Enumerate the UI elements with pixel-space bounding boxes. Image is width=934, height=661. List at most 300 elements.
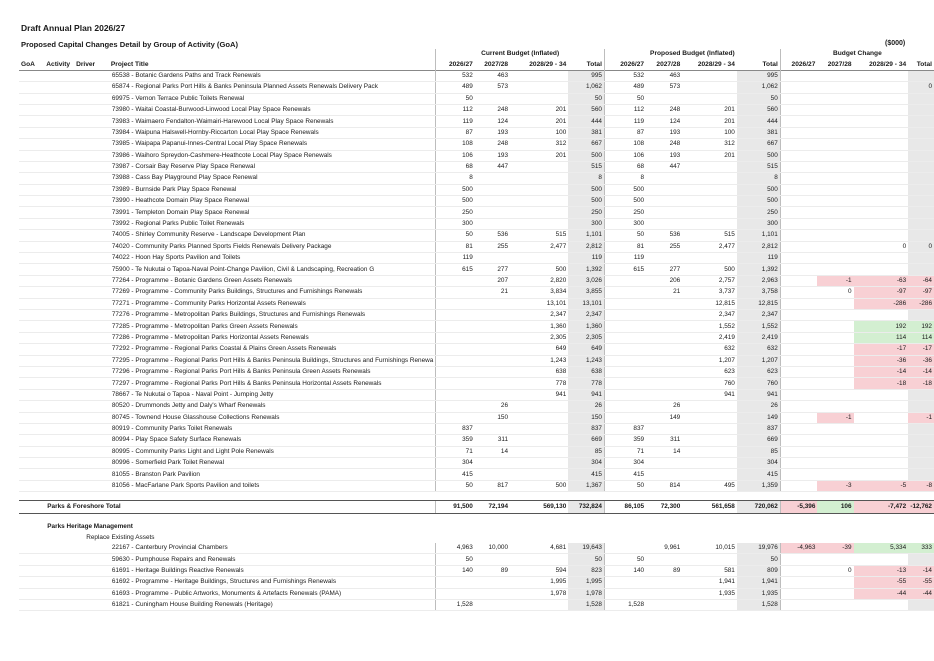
document-title: Draft Annual Plan 2026/27 bbox=[21, 23, 126, 33]
driver-cell bbox=[74, 207, 109, 218]
current-value-cell bbox=[475, 588, 510, 599]
proposed-value-cell: 1,392 bbox=[737, 264, 780, 275]
proposed-value-cell: 2,419 bbox=[682, 332, 737, 343]
table-row bbox=[19, 412, 934, 423]
change-value-cell bbox=[780, 435, 817, 446]
current-value-cell: 14 bbox=[475, 446, 510, 457]
current-value-cell: 304 bbox=[568, 458, 604, 469]
change-value-cell bbox=[908, 150, 934, 161]
table-row bbox=[19, 469, 934, 480]
goa-cell bbox=[19, 70, 44, 81]
heritage-rows bbox=[19, 543, 934, 611]
proposed-budget-header: Proposed Budget (Inflated) bbox=[604, 49, 780, 59]
current-value-cell bbox=[510, 469, 568, 480]
goa-cell bbox=[19, 127, 44, 138]
driver-cell bbox=[74, 70, 109, 81]
budget-change-header: Budget Change bbox=[780, 49, 934, 59]
table-row bbox=[19, 104, 934, 115]
project-title-cell: 78667 - Te Nukutai o Tapoa - Naval Point - Jumping Jetty bbox=[109, 389, 436, 400]
proposed-value-cell: 248 bbox=[646, 104, 682, 115]
proposed-value-cell: 814 bbox=[646, 480, 682, 491]
current-value-cell: 193 bbox=[475, 150, 510, 161]
proposed-value-cell: 500 bbox=[682, 264, 737, 275]
change-value-cell: -8 bbox=[908, 480, 934, 491]
project-title-cell: 69975 - Vernon Terrace Public Toilets Renewal bbox=[109, 93, 436, 104]
current-value-cell: 823 bbox=[568, 565, 604, 576]
change-value-cell bbox=[780, 275, 817, 286]
change-value-cell bbox=[780, 412, 817, 423]
current-value-cell bbox=[510, 218, 568, 229]
change-value-cell bbox=[854, 161, 909, 172]
change-value-cell bbox=[854, 150, 909, 161]
goa-cell bbox=[19, 389, 44, 400]
proposed-y2-header: 2027/28 bbox=[656, 60, 681, 68]
change-value-cell bbox=[817, 184, 853, 195]
current-value-cell: 250 bbox=[436, 207, 475, 218]
activity-cell bbox=[44, 412, 74, 423]
driver-cell bbox=[74, 150, 109, 161]
proposed-value-cell bbox=[682, 218, 737, 229]
activity-cell bbox=[44, 253, 74, 264]
table-row bbox=[19, 423, 934, 434]
change-value-cell bbox=[817, 104, 853, 115]
proposed-value-cell: 9,961 bbox=[646, 543, 682, 554]
proposed-value-cell: 632 bbox=[682, 344, 737, 355]
table-row bbox=[19, 309, 934, 320]
proposed-value-cell bbox=[604, 577, 646, 588]
activity-cell bbox=[44, 173, 74, 184]
proposed-value-cell: 837 bbox=[737, 423, 780, 434]
current-value-cell: 124 bbox=[475, 116, 510, 127]
driver-cell bbox=[74, 287, 109, 298]
change-value-cell: -1 bbox=[817, 412, 853, 423]
proposed-value-cell bbox=[646, 196, 682, 207]
current-value-cell bbox=[475, 355, 510, 366]
activity-cell bbox=[44, 82, 74, 93]
change-value-cell bbox=[854, 389, 909, 400]
change-value-cell bbox=[780, 480, 817, 491]
total-cell: 569,130 bbox=[510, 501, 568, 514]
proposed-value-cell: 1,207 bbox=[737, 355, 780, 366]
current-value-cell: 50 bbox=[436, 230, 475, 241]
change-value-cell bbox=[817, 378, 853, 389]
change-value-cell bbox=[817, 344, 853, 355]
table-row bbox=[19, 355, 934, 366]
change-value-cell bbox=[854, 116, 909, 127]
goa-cell bbox=[19, 588, 44, 599]
proposed-value-cell: 532 bbox=[604, 70, 646, 81]
activity-cell bbox=[44, 275, 74, 286]
change-value-cell bbox=[780, 458, 817, 469]
proposed-value-cell bbox=[682, 161, 737, 172]
proposed-value-cell: 941 bbox=[682, 389, 737, 400]
change-value-cell bbox=[780, 321, 817, 332]
goa-cell bbox=[19, 565, 44, 576]
current-value-cell bbox=[475, 469, 510, 480]
current-value-cell: 119 bbox=[436, 253, 475, 264]
change-value-cell bbox=[780, 93, 817, 104]
current-value-cell: 50 bbox=[568, 554, 604, 565]
current-value-cell: 500 bbox=[568, 196, 604, 207]
proposed-value-cell: 149 bbox=[737, 412, 780, 423]
driver-cell bbox=[74, 577, 109, 588]
goa-cell bbox=[19, 423, 44, 434]
current-value-cell: 140 bbox=[436, 565, 475, 576]
proposed-value-cell: 14 bbox=[646, 446, 682, 457]
current-value-cell: 248 bbox=[475, 139, 510, 150]
activity-cell bbox=[44, 588, 74, 599]
current-value-cell: 941 bbox=[568, 389, 604, 400]
activity-cell bbox=[44, 366, 74, 377]
change-value-cell bbox=[817, 127, 853, 138]
change-value-cell bbox=[908, 423, 934, 434]
change-value-cell: -4,963 bbox=[780, 543, 817, 554]
proposed-value-cell: 81 bbox=[604, 241, 646, 252]
change-value-cell: -14 bbox=[908, 565, 934, 576]
activity-cell bbox=[44, 207, 74, 218]
proposed-value-cell: 277 bbox=[646, 264, 682, 275]
change-value-cell bbox=[817, 321, 853, 332]
change-value-cell bbox=[817, 355, 853, 366]
change-value-cell bbox=[908, 93, 934, 104]
current-value-cell: 359 bbox=[436, 435, 475, 446]
proposed-value-cell: 415 bbox=[604, 469, 646, 480]
units-label: ($000) bbox=[885, 40, 906, 47]
goa-cell bbox=[19, 150, 44, 161]
proposed-value-cell: 2,347 bbox=[682, 309, 737, 320]
change-value-cell: -1 bbox=[817, 275, 853, 286]
change-value-cell bbox=[854, 196, 909, 207]
change-value-cell bbox=[780, 264, 817, 275]
activity-cell bbox=[44, 446, 74, 457]
activity-cell bbox=[44, 577, 74, 588]
proposed-value-cell bbox=[682, 173, 737, 184]
driver-cell bbox=[74, 173, 109, 184]
current-value-cell bbox=[510, 458, 568, 469]
current-value-cell bbox=[510, 161, 568, 172]
activity-cell bbox=[44, 196, 74, 207]
driver-cell bbox=[74, 543, 109, 554]
current-value-cell bbox=[510, 207, 568, 218]
proposed-value-cell: 149 bbox=[646, 412, 682, 423]
activity-cell bbox=[44, 309, 74, 320]
current-value-cell: 532 bbox=[436, 70, 475, 81]
change-value-cell: -14 bbox=[854, 366, 909, 377]
current-value-cell: 447 bbox=[475, 161, 510, 172]
proposed-value-cell bbox=[646, 253, 682, 264]
current-value-cell bbox=[510, 412, 568, 423]
table-row bbox=[19, 446, 934, 457]
proposed-value-cell: 193 bbox=[646, 150, 682, 161]
table-row bbox=[19, 480, 934, 491]
change-value-cell bbox=[780, 161, 817, 172]
table-row bbox=[19, 275, 934, 286]
change-value-cell: -3 bbox=[817, 480, 853, 491]
driver-cell bbox=[74, 378, 109, 389]
current-value-cell bbox=[436, 298, 475, 309]
driver-cell bbox=[74, 588, 109, 599]
current-value-cell: 669 bbox=[568, 435, 604, 446]
goa-cell bbox=[19, 298, 44, 309]
current-value-cell: 81 bbox=[436, 241, 475, 252]
project-title-cell: 77271 - Programme - Community Parks Horizontal Assets Renewals bbox=[109, 298, 436, 309]
current-value-cell bbox=[475, 309, 510, 320]
change-value-cell: 5,334 bbox=[854, 543, 909, 554]
proposed-value-cell: 359 bbox=[604, 435, 646, 446]
table-row bbox=[19, 401, 934, 412]
project-title-cell: 80995 - Community Parks Light and Light Pole Renewals bbox=[109, 446, 436, 457]
change-value-cell: 0 bbox=[817, 287, 853, 298]
current-value-cell bbox=[510, 93, 568, 104]
change-value-cell: 192 bbox=[854, 321, 909, 332]
current-value-cell: 941 bbox=[510, 389, 568, 400]
project-title-cell: 80745 - Townend House Glasshouse Collections Renewals bbox=[109, 412, 436, 423]
proposed-value-cell: 500 bbox=[604, 184, 646, 195]
project-title-cell: 77296 - Programme - Regional Parks Port Hills & Banks Peninsula Green Assets Renewals bbox=[109, 366, 436, 377]
current-value-cell: 2,477 bbox=[510, 241, 568, 252]
current-value-cell: 255 bbox=[475, 241, 510, 252]
change-value-cell: -18 bbox=[908, 378, 934, 389]
change-value-cell bbox=[854, 93, 909, 104]
proposed-value-cell: 10,015 bbox=[682, 543, 737, 554]
proposed-value-cell: 667 bbox=[737, 139, 780, 150]
change-value-cell bbox=[780, 173, 817, 184]
current-value-cell: 8 bbox=[436, 173, 475, 184]
proposed-value-cell: 119 bbox=[604, 253, 646, 264]
change-value-cell bbox=[780, 70, 817, 81]
change-value-cell bbox=[854, 230, 909, 241]
change-value-cell bbox=[854, 139, 909, 150]
current-value-cell: 201 bbox=[510, 150, 568, 161]
proposed-value-cell: 106 bbox=[604, 150, 646, 161]
change-value-cell bbox=[780, 127, 817, 138]
proposed-value-cell: 206 bbox=[646, 275, 682, 286]
proposed-value-cell bbox=[646, 469, 682, 480]
change-value-cell: -17 bbox=[908, 344, 934, 355]
change-value-cell bbox=[780, 116, 817, 127]
current-value-cell: 26 bbox=[475, 401, 510, 412]
current-value-cell bbox=[475, 366, 510, 377]
current-value-cell: 444 bbox=[568, 116, 604, 127]
activity-cell bbox=[44, 458, 74, 469]
current-value-cell: 19,643 bbox=[568, 543, 604, 554]
change-value-cell bbox=[817, 423, 853, 434]
current-value-cell: 2,305 bbox=[510, 332, 568, 343]
table-row bbox=[19, 565, 934, 576]
table-row bbox=[19, 332, 934, 343]
total-cell: 720,062 bbox=[737, 501, 780, 514]
goa-cell bbox=[19, 207, 44, 218]
activity-cell bbox=[44, 184, 74, 195]
current-y2-header: 2027/28 bbox=[484, 60, 509, 68]
proposed-value-cell: 1,552 bbox=[737, 321, 780, 332]
driver-cell bbox=[74, 332, 109, 343]
current-value-cell: 778 bbox=[510, 378, 568, 389]
current-value-cell: 1,995 bbox=[510, 577, 568, 588]
change-value-cell bbox=[817, 161, 853, 172]
project-title-cell: 81056 - MacFarlane Park Sports Pavilion and toilets bbox=[109, 480, 436, 491]
project-title-cell: 74020 - Community Parks Planned Sports Fields Renewals Delivery Package bbox=[109, 241, 436, 252]
proposed-value-cell: 536 bbox=[646, 230, 682, 241]
change-value-cell bbox=[780, 309, 817, 320]
current-value-cell: 649 bbox=[568, 344, 604, 355]
activity-cell bbox=[44, 435, 74, 446]
change-value-cell bbox=[908, 401, 934, 412]
proposed-value-cell: 573 bbox=[646, 82, 682, 93]
current-value-cell: 3,834 bbox=[510, 287, 568, 298]
current-value-cell bbox=[436, 577, 475, 588]
activity-cell bbox=[44, 389, 74, 400]
change-value-cell bbox=[780, 423, 817, 434]
goa-cell bbox=[19, 355, 44, 366]
change-value-cell bbox=[854, 253, 909, 264]
driver-cell bbox=[74, 366, 109, 377]
proposed-value-cell: 3,737 bbox=[682, 287, 737, 298]
activity-cell bbox=[44, 104, 74, 115]
project-title-cell: 81055 - Branston Park Pavilion bbox=[109, 469, 436, 480]
change-value-cell: -97 bbox=[854, 287, 909, 298]
current-value-cell: 3,026 bbox=[568, 275, 604, 286]
activity-cell bbox=[44, 543, 74, 554]
change-value-cell bbox=[780, 241, 817, 252]
proposed-value-cell bbox=[646, 344, 682, 355]
project-column-header: Project Title bbox=[110, 60, 149, 68]
current-total-header: Total bbox=[586, 60, 602, 68]
change-value-cell bbox=[780, 554, 817, 565]
project-title-cell: 73986 - Waihoro Spreydon-Cashmere-Heathcote Local Play Space Renewals bbox=[109, 150, 436, 161]
project-title-cell: 77285 - Programme - Metropolitan Parks Green Assets Renewals bbox=[109, 321, 436, 332]
proposed-value-cell: 515 bbox=[737, 161, 780, 172]
project-title-cell: 73980 - Waitai Coastal-Burwood-Linwood Local Play Space Renewals bbox=[109, 104, 436, 115]
proposed-value-cell: 415 bbox=[737, 469, 780, 480]
proposed-value-cell: 760 bbox=[737, 378, 780, 389]
proposed-value-cell: 50 bbox=[604, 93, 646, 104]
current-value-cell: 2,347 bbox=[510, 309, 568, 320]
driver-cell bbox=[74, 93, 109, 104]
change-value-cell bbox=[908, 469, 934, 480]
proposed-value-cell bbox=[604, 309, 646, 320]
proposed-value-cell bbox=[646, 458, 682, 469]
current-value-cell bbox=[436, 355, 475, 366]
change-value-cell bbox=[817, 446, 853, 457]
proposed-value-cell: 124 bbox=[646, 116, 682, 127]
current-value-cell: 500 bbox=[568, 150, 604, 161]
current-value-cell: 837 bbox=[436, 423, 475, 434]
current-value-cell bbox=[436, 344, 475, 355]
activity-cell bbox=[44, 298, 74, 309]
proposed-value-cell bbox=[646, 423, 682, 434]
change-value-cell bbox=[908, 458, 934, 469]
change-value-cell bbox=[817, 218, 853, 229]
change-value-cell bbox=[817, 116, 853, 127]
heritage-subgroup-header bbox=[19, 533, 934, 543]
change-value-cell bbox=[817, 70, 853, 81]
proposed-value-cell: 1,528 bbox=[604, 599, 646, 610]
proposed-value-cell: 2,477 bbox=[682, 241, 737, 252]
goa-column-header: GoA bbox=[21, 60, 35, 68]
table-row bbox=[19, 139, 934, 150]
goa-cell bbox=[19, 321, 44, 332]
table-row bbox=[19, 196, 934, 207]
project-title-cell: 77292 - Programme - Regional Parks Coastal & Plains Green Assets Renewals bbox=[109, 344, 436, 355]
proposed-value-cell: 250 bbox=[604, 207, 646, 218]
current-value-cell bbox=[510, 446, 568, 457]
current-value-cell: 1,360 bbox=[510, 321, 568, 332]
proposed-value-cell: 500 bbox=[604, 196, 646, 207]
heritage-group-header bbox=[19, 522, 934, 532]
table-row bbox=[19, 150, 934, 161]
proposed-value-cell: 255 bbox=[646, 241, 682, 252]
project-title-cell: 80994 - Play Space Safety Surface Renewals bbox=[109, 435, 436, 446]
change-value-cell bbox=[817, 588, 853, 599]
change-value-cell bbox=[817, 298, 853, 309]
change-value-cell bbox=[854, 173, 909, 184]
proposed-value-cell: 12,815 bbox=[682, 298, 737, 309]
current-value-cell: 50 bbox=[436, 480, 475, 491]
change-value-cell bbox=[908, 139, 934, 150]
project-title-cell: 61692 - Programme - Heritage Buildings, Structures and Furnishings Renewals bbox=[109, 577, 436, 588]
current-value-cell bbox=[510, 423, 568, 434]
proposed-value-cell: 26 bbox=[646, 401, 682, 412]
change-value-cell bbox=[817, 253, 853, 264]
current-value-cell bbox=[436, 401, 475, 412]
driver-cell bbox=[74, 82, 109, 93]
project-title-cell: 77269 - Programme - Community Parks Buildings, Structures and Furnishings Renewals bbox=[109, 287, 436, 298]
proposed-value-cell: 87 bbox=[604, 127, 646, 138]
goa-cell bbox=[19, 82, 44, 93]
goa-cell bbox=[19, 332, 44, 343]
change-value-cell: 114 bbox=[908, 332, 934, 343]
table-row bbox=[19, 287, 934, 298]
change-value-cell bbox=[780, 401, 817, 412]
proposed-value-cell bbox=[646, 332, 682, 343]
change-value-cell bbox=[780, 469, 817, 480]
column-header-row bbox=[19, 59, 934, 70]
current-value-cell: 649 bbox=[510, 344, 568, 355]
proposed-value-cell: 1,552 bbox=[682, 321, 737, 332]
proposed-value-cell bbox=[604, 355, 646, 366]
change-value-cell bbox=[817, 139, 853, 150]
current-value-cell: 1,978 bbox=[510, 588, 568, 599]
goa-cell bbox=[19, 275, 44, 286]
current-value-cell: 106 bbox=[436, 150, 475, 161]
proposed-total-header: Total bbox=[762, 60, 778, 68]
change-value-cell bbox=[780, 196, 817, 207]
change-value-cell bbox=[854, 309, 909, 320]
proposed-value-cell: 1,101 bbox=[737, 230, 780, 241]
driver-cell bbox=[74, 184, 109, 195]
current-value-cell: 1,528 bbox=[568, 599, 604, 610]
current-value-cell: 85 bbox=[568, 446, 604, 457]
current-value-cell: 300 bbox=[436, 218, 475, 229]
current-value-cell: 1,392 bbox=[568, 264, 604, 275]
goa-cell bbox=[19, 412, 44, 423]
change-value-cell: -36 bbox=[854, 355, 909, 366]
current-value-cell: 1,995 bbox=[568, 577, 604, 588]
driver-cell bbox=[74, 196, 109, 207]
current-value-cell: 304 bbox=[436, 458, 475, 469]
change-value-cell bbox=[817, 469, 853, 480]
proposed-y3-header: 2028/29 - 34 bbox=[697, 60, 735, 68]
change-value-cell bbox=[908, 389, 934, 400]
driver-column-header: Driver bbox=[76, 60, 96, 68]
table-row bbox=[19, 161, 934, 172]
driver-cell bbox=[74, 355, 109, 366]
change-value-cell bbox=[817, 82, 853, 93]
change-y3-header: 2028/29 - 34 bbox=[869, 60, 907, 68]
current-value-cell: 1,978 bbox=[568, 588, 604, 599]
proposed-value-cell: 50 bbox=[737, 554, 780, 565]
